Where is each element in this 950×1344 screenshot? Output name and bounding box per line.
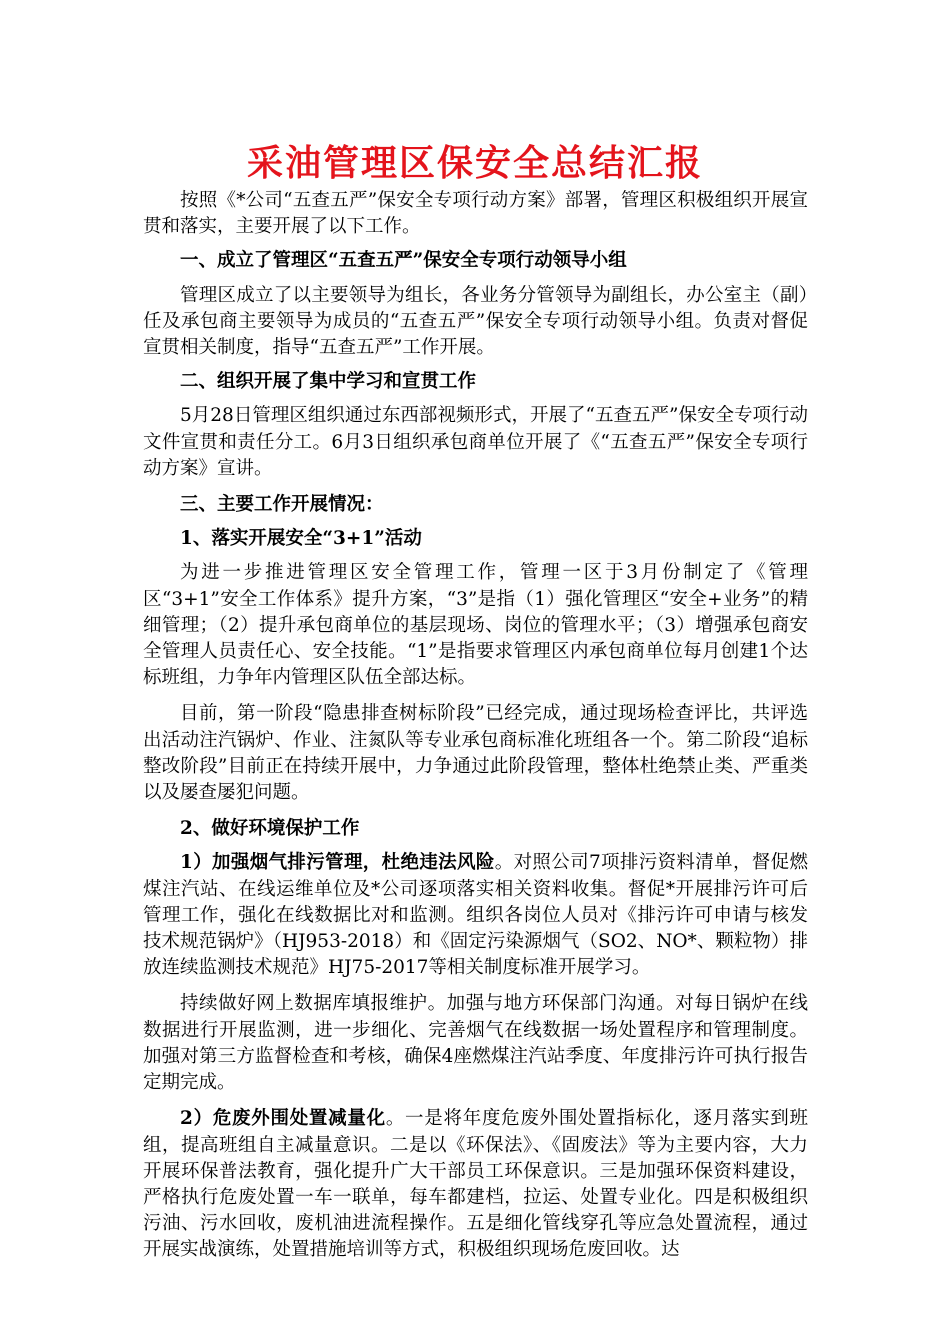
section-2-paragraph: 5月28日管理区组织通过东西部视频形式，开展了“五查五严”保安全专项行动文件宣贯和责任分工。6月3日组织承包商单位开展了《“五查五严”保安全专项行动方案》宣讲。: [143, 405, 808, 479]
subsection-heading-3-2: 2、做好环境保护工作: [180, 818, 360, 840]
subsection-3-1-paragraph-a: 为进一步推进管理区安全管理工作，管理一区于3月份制定了《管理区“3+1”安全工作体系》提升方案，“3”是指（1）强化管理区“安全+业务”的精细管理；（2）提升承包商单位的基层现场、岗位的管理水平；（3）增强承包商安全管理人员责任心、安全技能。“1”是指要求管理区内承包商单位每月创建1个达标班组，力争年内管理区队伍全部达标。: [143, 562, 808, 689]
section-heading-1: 一、成立了管理区“五查五严”保安全专项行动领导小组: [180, 250, 627, 272]
subsection-3-2-paragraph-a: [143, 850, 808, 981]
paragraph-lead-bold: 1）加强烟气排污管理，杜绝违法风险: [180, 852, 495, 874]
intro-paragraph: 按照《*公司“五查五严”保安全专项行动方案》部署，管理区积极组织开展宣贯和落实，主要开展了以下工作。: [143, 190, 808, 238]
subsection-3-2-paragraph-c: [143, 1106, 808, 1263]
document-body: [143, 188, 808, 1264]
section-1-paragraph: 管理区成立了以主要领导为组长，各业务分管领导为副组长，办公室主（副）任及承包商主要领导为成员的“五查五严”保安全专项行动领导小组。负责对督促宣贯相关制度，指导“五查五严”工作开展。: [143, 284, 808, 359]
paragraph-lead-bold: 2）危废外围处置减量化: [180, 1108, 386, 1130]
paragraph-rest: 。对照公司7项排污资料清单，督促燃煤注汽站、在线运维单位及*公司逐项落实相关资料收集。督促*开展排污许可后管理工作，强化在线数据比对和监测。组织各岗位人员对《排污许可申请与核发技术规范锅炉》（HJ953-2018）和《固定污染源烟气（SO2、NO*、颗粒物）排放连续监测技术规范》HJ75-2017等相关制度标准开展学习。: [143, 852, 808, 979]
paragraph-rest: 。一是将年度危废外围处置指标化，逐月落实到班组，提高班组自主减量意识。二是以《环保法》、《固废法》等为主要内容，大力开展环保普法教育，强化提升广大干部员工环保意识。三是加强环保资料建设，严格执行危废处置一车一联单，每车都建档，拉运、处置专业化。四是积极组织污油、污水回收，废机油进流程操作。五是细化管线穿孔等应急处置流程，通过开展实战演练，处置措施培训等方式，积极组织现场危废回收。达: [143, 1108, 808, 1261]
document-title: 采油管理区保安全总结汇报: [246, 143, 703, 184]
subsection-3-1-paragraph-b: 目前，第一阶段“隐患排查树标阶段”已经完成，通过现场检查评比，共评选出活动注汽锅炉、作业、注氮队等专业承包商标准化班组各一个。第二阶段“追标整改阶段”目前正在持续开展中，力争通过此阶段管理，整体杜绝禁止类、严重类以及屡查屡犯问题。: [143, 703, 808, 804]
section-heading-3: 三、主要工作开展情况：: [180, 494, 384, 516]
section-heading-2: 二、组织开展了集中学习和宣贯工作: [180, 371, 477, 393]
subsection-heading-3-1: 1、落实开展安全“3+1”活动: [180, 528, 422, 550]
subsection-3-2-paragraph-b: 持续做好网上数据库填报维护。加强与地方环保部门沟通。对每日锅炉在线数据进行开展监测，进一步细化、完善烟气在线数据一场处置程序和管理制度。加强对第三方监督检查和考核，确保4座燃煤注汽站季度、年度排污许可执行报告定期完成。: [143, 993, 808, 1094]
